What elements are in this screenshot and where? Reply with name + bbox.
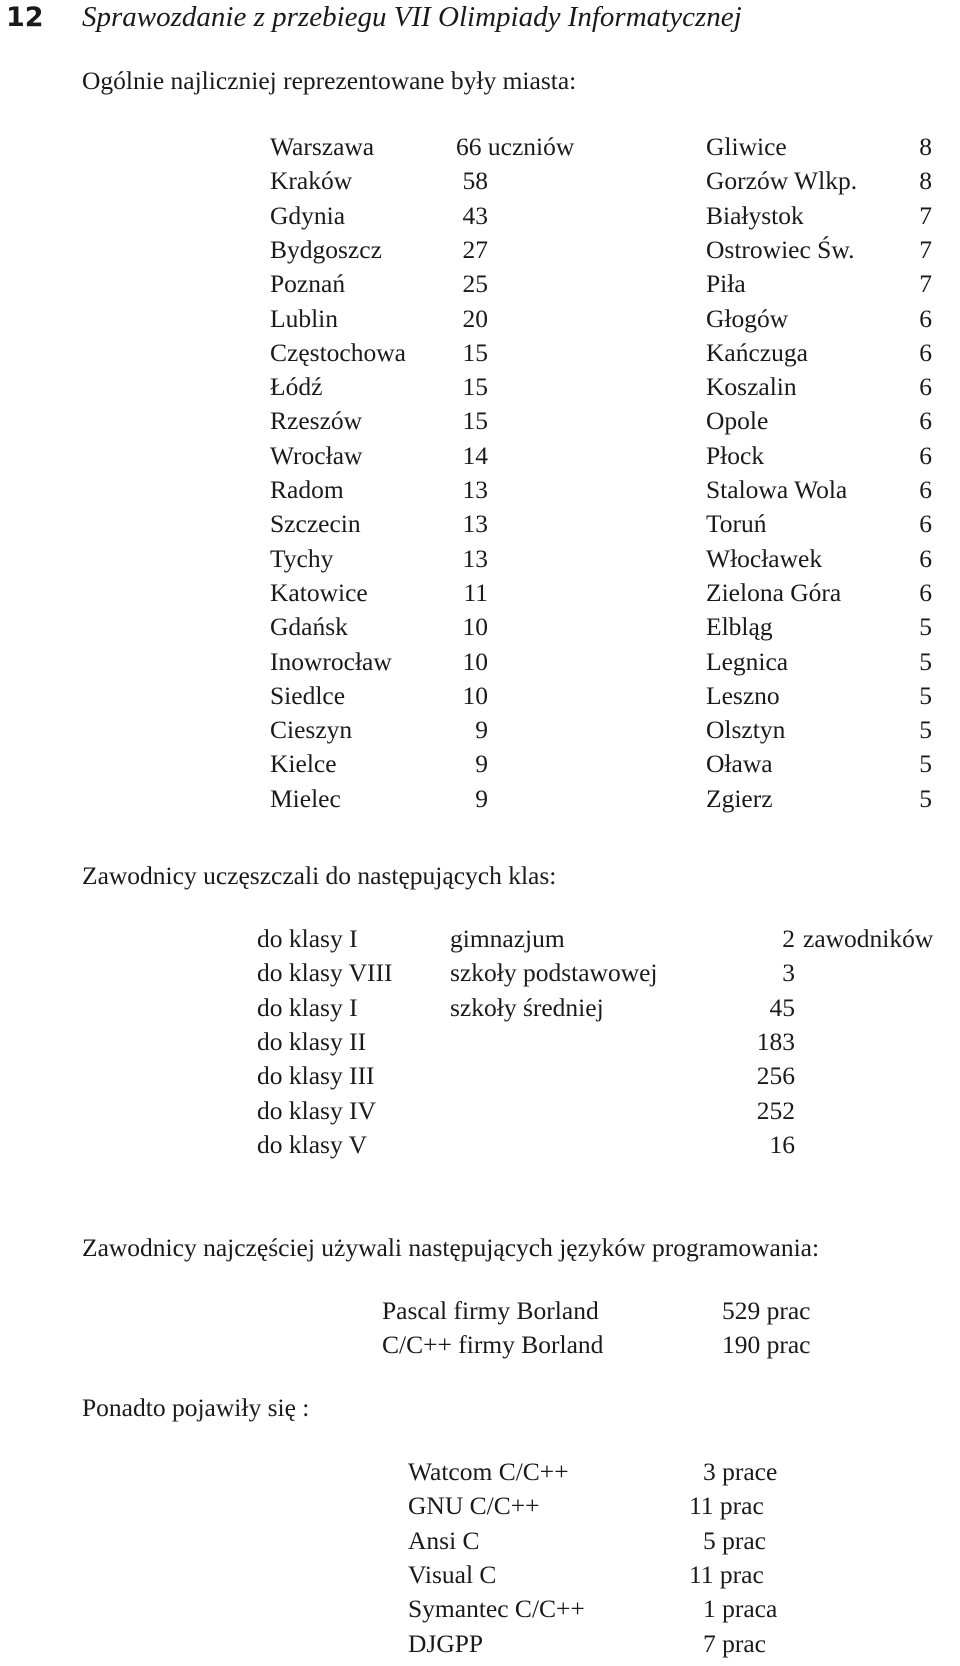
- city-count: 25: [462, 269, 488, 299]
- city-name: Włocławek: [706, 543, 823, 573]
- city-count: 7: [919, 234, 932, 264]
- class-grade: do klasy II: [257, 1026, 367, 1056]
- city-name: Elbląg: [706, 612, 773, 642]
- language-name: Visual C: [408, 1559, 497, 1589]
- city-name: Mielec: [270, 783, 341, 813]
- city-count: 7: [919, 200, 932, 230]
- class-count: 3: [782, 958, 795, 988]
- class-count: 45: [769, 992, 795, 1022]
- city-count: 13: [462, 509, 488, 539]
- class-school: szkoły średniej: [450, 992, 604, 1022]
- city-name: Zgierz: [706, 783, 773, 813]
- city-count: 58: [462, 166, 488, 196]
- city-count: 7: [919, 269, 932, 299]
- language-works: 529 prac: [722, 1296, 811, 1325]
- language-name: DJGPP: [408, 1628, 484, 1658]
- city-count: 11: [463, 577, 488, 607]
- city-name: Oława: [706, 749, 773, 779]
- city-count: 6: [919, 406, 932, 436]
- city-count: 10: [462, 646, 488, 676]
- city-count: 14: [462, 440, 488, 470]
- city-name: Cieszyn: [270, 715, 353, 745]
- language-works: 190 prac: [722, 1330, 811, 1360]
- running-header: Sprawozdanie z przebiegu VII Olimpiady Informatycznej: [82, 1, 742, 33]
- city-count: 5: [919, 680, 932, 710]
- city-name: Gdańsk: [270, 612, 348, 642]
- language-name: Watcom C/C++: [408, 1457, 569, 1486]
- city-name: Szczecin: [270, 509, 361, 539]
- class-grade: do klasy I: [257, 924, 358, 953]
- class-grade: do klasy VIII: [257, 958, 393, 988]
- city-name: Warszawa: [270, 132, 375, 161]
- city-count: 5: [919, 783, 932, 813]
- language-name: Pascal firmy Borland: [382, 1296, 599, 1325]
- class-unit: zawodników: [803, 924, 934, 953]
- language-name: Symantec C/C++: [408, 1594, 585, 1624]
- city-name: Wrocław: [270, 440, 363, 470]
- language-works: 1 praca: [703, 1594, 778, 1624]
- city-name: Koszalin: [706, 372, 797, 402]
- city-count: 6: [919, 543, 932, 573]
- city-count: 8: [919, 166, 932, 196]
- city-name: Płock: [706, 440, 765, 470]
- city-count: 15: [462, 372, 488, 402]
- city-count: 27: [462, 234, 488, 264]
- city-count: 13: [462, 543, 488, 573]
- class-school: gimnazjum: [450, 924, 565, 953]
- city-count: 6: [919, 303, 932, 333]
- city-count: 5: [919, 646, 932, 676]
- language-works: 3 prace: [703, 1457, 778, 1486]
- city-name: Gdynia: [270, 200, 346, 230]
- city-name: Poznań: [270, 269, 346, 299]
- city-name: Częstochowa: [270, 337, 406, 367]
- city-count: 10: [462, 680, 488, 710]
- language-name: GNU C/C++: [408, 1491, 540, 1521]
- city-name: Białystok: [706, 200, 804, 230]
- city-count: 9: [475, 715, 488, 745]
- city-count: 9: [475, 783, 488, 813]
- city-count: 6: [919, 509, 932, 539]
- city-count: 6: [919, 337, 932, 367]
- classes-intro: Zawodnicy uczęszczali do następujących klas:: [82, 861, 557, 890]
- city-count: 6: [919, 475, 932, 504]
- city-count: 13: [462, 475, 488, 504]
- class-count: 252: [756, 1095, 795, 1125]
- city-name: Inowrocław: [270, 646, 392, 676]
- cities-intro: Ogólnie najliczniej reprezentowane były miasta:: [82, 66, 577, 95]
- city-count: 9: [475, 749, 488, 779]
- city-name: Kańczuga: [706, 337, 808, 367]
- city-name: Gorzów Wlkp.: [706, 166, 858, 196]
- city-name: Toruń: [706, 509, 767, 539]
- class-grade: do klasy III: [257, 1061, 375, 1091]
- class-count: 2: [782, 924, 795, 953]
- class-count: 256: [756, 1061, 795, 1091]
- languages-other-intro: Ponadto pojawiły się :: [82, 1393, 310, 1422]
- city-name: Radom: [270, 475, 344, 504]
- class-count: 16: [769, 1129, 795, 1159]
- city-name: Tychy: [270, 543, 334, 573]
- city-count: 6: [919, 372, 932, 402]
- city-count: 43: [462, 200, 488, 230]
- city-name: Legnica: [706, 646, 789, 676]
- class-school: szkoły podstawowej: [450, 958, 658, 988]
- city-count: 15: [462, 406, 488, 436]
- city-name: Rzeszów: [270, 406, 363, 436]
- class-grade: do klasy IV: [257, 1095, 376, 1125]
- language-works: 5 prac: [703, 1525, 767, 1555]
- language-name: Ansi C: [408, 1525, 480, 1555]
- city-name: Lublin: [270, 303, 338, 333]
- city-name: Piła: [706, 269, 746, 299]
- city-count: 15: [462, 337, 488, 367]
- city-name: Bydgoszcz: [270, 234, 382, 264]
- city-count: 5: [919, 715, 932, 745]
- city-count: 5: [919, 612, 932, 642]
- city-name: Opole: [706, 406, 769, 436]
- city-name: Kraków: [270, 166, 353, 196]
- city-name: Gliwice: [706, 132, 787, 161]
- class-count: 183: [756, 1026, 795, 1056]
- city-name: Katowice: [270, 577, 368, 607]
- city-name: Ostrowiec Św.: [706, 234, 855, 264]
- language-works: 11 prac: [689, 1559, 764, 1589]
- city-count: 10: [462, 612, 488, 642]
- language-works: 11 prac: [689, 1491, 764, 1521]
- languages-intro: Zawodnicy najczęściej używali następujących języków programowania:: [82, 1233, 820, 1262]
- city-name: Głogów: [706, 303, 789, 333]
- city-count: 66 uczniów: [456, 132, 575, 161]
- page-number: 12: [6, 2, 44, 33]
- city-name: Siedlce: [270, 680, 346, 710]
- city-count: 8: [919, 132, 932, 161]
- class-grade: do klasy V: [257, 1129, 368, 1159]
- class-grade: do klasy I: [257, 992, 358, 1022]
- city-count: 6: [919, 577, 932, 607]
- city-count: 5: [919, 749, 932, 779]
- language-name: C/C++ firmy Borland: [382, 1330, 604, 1360]
- language-works: 7 prac: [703, 1628, 767, 1658]
- city-name: Łódź: [270, 372, 323, 402]
- city-name: Zielona Góra: [706, 577, 842, 607]
- city-count: 6: [919, 440, 932, 470]
- city-count: 20: [462, 303, 488, 333]
- city-name: Kielce: [270, 749, 337, 779]
- city-name: Olsztyn: [706, 715, 786, 745]
- city-name: Stalowa Wola: [706, 475, 848, 504]
- city-name: Leszno: [706, 680, 780, 710]
